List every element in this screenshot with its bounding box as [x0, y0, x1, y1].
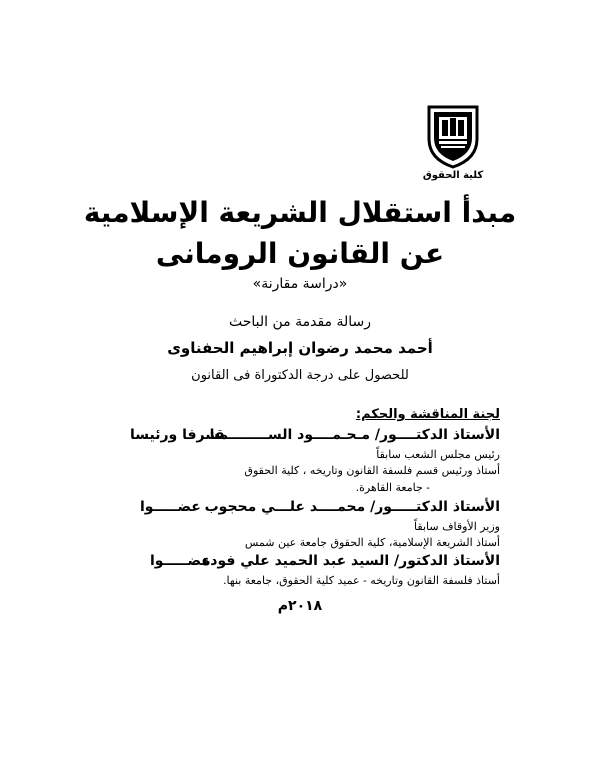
member-desc: أستاذ ورئيس قسم فلسفة القانون وتاريخه ، كلية الحقوق	[244, 464, 500, 477]
member-desc: أستاذ الشريعة الإسلامية، كلية الحقوق جامعة عين شمس	[244, 536, 500, 549]
member-role: عضـــــوا	[150, 553, 211, 569]
university-logo	[425, 103, 481, 169]
thesis-purpose: للحصول على درجة الدكتوراة فى القانون	[191, 368, 409, 383]
member-desc: وزير الأوقاف سابقاً	[414, 520, 500, 533]
subtitle: «دراسة مقارنة»	[252, 276, 348, 292]
member-name: الأستاذ الدكتــــور/ مـحـمــــود الســـــــــقا	[209, 427, 500, 443]
faculty-name: كلية الحقوق	[422, 170, 484, 181]
researcher-name: أحمد محمد رضوان إبراهيم الحفناوى	[167, 339, 433, 357]
committee-member-3	[130, 553, 500, 573]
main-title-line2: عن القانون الرومانى	[155, 237, 445, 270]
thesis-intro: رسالة مقدمة من الباحث	[228, 314, 372, 330]
main-title-line1: مبدأ استقلال الشريعة الإسلامية	[83, 196, 517, 229]
committee-member-1	[130, 427, 500, 447]
member-name: الأستاذ الدكتـــــور/ محمــــد علـــي محجوب	[204, 499, 500, 515]
year: ٢٠١٨م	[277, 598, 323, 614]
member-role: مشرفا ورئيسا	[130, 427, 229, 443]
member-name: الأستاذ الدكتور/ السيد عبد الحميد علي فودة	[202, 553, 500, 569]
member-desc: أستاذ فلسفة القانون وتاريخه - عميد كلية الحقوق، جامعة بنها.	[223, 574, 500, 587]
member-desc: - جامعة القاهرة.	[355, 481, 430, 494]
committee-title: لجنة المناقشة والحكم:	[355, 407, 500, 422]
committee-member-2	[130, 499, 500, 519]
member-role: عضـــــوا	[140, 499, 201, 515]
member-desc: رئيس مجلس الشعب سابقاً	[376, 448, 500, 461]
